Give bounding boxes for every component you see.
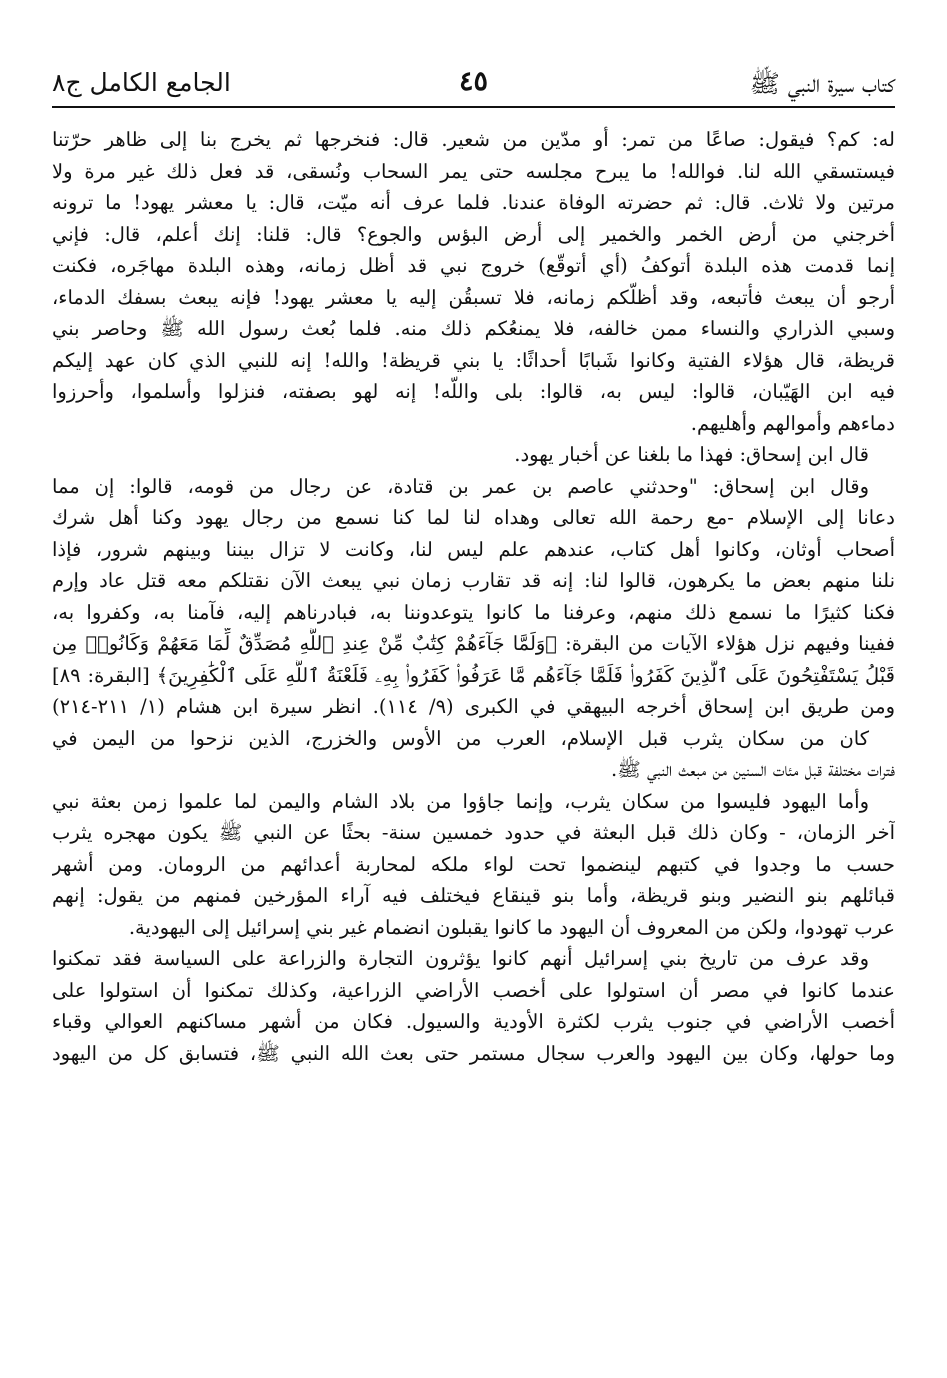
text-line: ومن طريق ابن إسحاق أخرجه البيهقي في الكبرى (٩/ ١١٤). انظر سيرة ابن هشام (١/ ٢١١-٢١٤) — [52, 695, 895, 718]
text-line: له: كم؟ فيقول: صاعًا من تمر: أو مدّين من شعير. قال: فنخرجها ثم يخرج بنا إلى ظاهر حرّتنا — [52, 128, 895, 151]
text-line: وما حولها، وكان بين اليهود والعرب سجال مستمر حتى بعث الله النبي ﷺ، فتسابق كل من اليهود — [52, 1041, 895, 1065]
text-line: مرتين ولا ثلاث. قال: ثم حضرته الوفاة عندنا. فلما عرف أنه ميّت، قال: يا معشر يهود! ما ترونه — [52, 191, 895, 214]
text-line: قال ابن إسحاق: فهذا ما بلغنا عن أخبار يهود. — [514, 443, 869, 466]
text-line: قَبْلُ يَسْتَفْتِحُونَ عَلَى ٱلَّذِينَ كَفَرُوا۟ فَلَمَّا جَآءَهُم مَّا عَرَفُوا۟ كَفَرُوا۟ بِهِۦ فَلَعْنَةُ ٱللَّهِ عَلَى ٱلْكَٰفِرِينَ﴾ [البقرة: ٨٩] — [52, 663, 895, 687]
text-line: دعانا إلى الإسلام -مع رحمة الله تعالى وهداه لنا لما كنا نسمع من رجال يهود وكنا أهل شرك — [52, 506, 895, 529]
text-line: وسبي الذراري والنساء ممن خالفه، فلا يمنعُكم ذلك منه. فلما بُعث رسول الله ﷺ وحاصر بني — [52, 317, 895, 340]
text-line: قبائلهم بنو النضير وبنو قريظة، وأما بنو قينقاع فيختلف فيه آراء المؤرخين فمنهم من يقول: إنهم — [52, 884, 895, 907]
text-line: آخر الزمان، - وكان ذلك قبل البعثة في حدود خمسين سنة- بحثًا عن النبي ﷺ يكون مهجره يثرب — [52, 821, 895, 844]
text-line: حسب ما وجدوا في كتبهم لينضموا تحت لواء ملكه لمحاربة أعدائهم من الرومان. ومن أشهر — [52, 852, 895, 876]
text-line: وقد عرف من تاريخ بني إسرائيل أنهم كانوا يؤثرون التجارة والزراعة على السياسة فقد تمكنوا — [52, 947, 869, 970]
page-header — [52, 64, 895, 104]
text-line: فكنا كثيرًا ما نسمع ذلك منهم، وعرفنا ما كانوا يتوعدوننا به، فبادرناهم إليه، فآمنا به، وكفروا به، — [52, 600, 895, 624]
page-body-text — [52, 124, 895, 1069]
page-number: ٤٥ — [458, 66, 489, 97]
book-title: كتاب سيرة النبي ﷺ — [749, 69, 895, 98]
text-line: نلنا منهم بعض ما يكرهون، قالوا لنا: إنه قد تقارب زمان نبي يبعث الآن نقتلكم معه قتل عاد وإرم — [52, 569, 895, 592]
header-rule — [52, 106, 895, 108]
text-line: أخرجني من أرض الخمر والخمير إلى أرض البؤس والجوع؟ قال: قلنا: إنك أعلم، قال: فإني — [52, 222, 895, 246]
text-line: قريظة، قال هؤلاء الفتية وكانوا شَبابًا أحداثًا: يا بني قريظة! والله! إنه للنبي الذي كان عهد إليكم — [52, 348, 895, 372]
text-line: إنما قدمت هذه البلدة أتوكفُ (أي أتوقّع) خروج نبي قد أظل زمانه، وهذه البلدة مهاجَره، فكنت — [52, 254, 895, 277]
text-line: فترات مختلفة قبل مئات السنين من مبعث النبي ﷺ. — [611, 758, 895, 781]
text-line: كان من سكان يثرب قبل الإسلام، العرب من الأوس والخزرج، الذين نزحوا من اليمن في — [52, 726, 869, 750]
volume-label: الجامع الكامل ج٨ — [52, 68, 231, 97]
text-line: أرجو أن يبعث فأتبعه، وقد أظلّكم زمانه، فلا تسبقُن إليه يا معشر يهود! فإنه يبعث بسفك الدماء، — [52, 285, 895, 309]
text-line: عرب تهودوا، ولكن من المعروف أن اليهود ما كانوا يقبلون انضمام غير بني إسرائيل إلى اليهودية. — [128, 915, 895, 939]
text-line: أخصب الأراضي في جنوب يثرب لكثرة الأودية والسيول. فكان من أشهر مساكنهم العوالي وقباء — [52, 1010, 895, 1033]
text-line: وقال ابن إسحاق: "وحدثني عاصم بن عمر بن قتادة، عن رجال من قومه، قالوا: إن مما — [52, 474, 869, 498]
text-line: أصحاب أوثان، وكانوا أهل كتاب، عندهم علم ليس لنا، وكانت لا تزال بيننا وبينهم شرور، فإذا — [52, 537, 895, 561]
text-line: فيستسقي الله لنا. فوالله! ما يبرح مجلسه حتى يمر السحاب ونُسقى، قد فعل ذلك غير مرة ولا — [52, 159, 895, 183]
text-line: ففينا وفيهم نزل هؤلاء الآيات من البقرة: ﴿وَلَمَّا جَآءَهُمْ كِتَٰبٌ مِّنْ عِندِ ٱللَّهِ مُصَدِّقٌ لِّمَا مَعَهُمْ وَكَانُوا۟ مِن — [52, 632, 895, 655]
text-line: فيه ابن الهَيّبان، قالوا: ليس به، قالوا: بلى واللّه! إنه لهو بصفته، فنزلوا وأسلموا، وأحرزوا — [52, 380, 895, 403]
text-line: عندما كانوا في مصر أن استولوا على أخصب الأراضي الزراعية، وكذلك تمكنوا أن استولوا على — [52, 978, 895, 1002]
text-line: دماءهم وأموالهم وأهليهم. — [690, 411, 895, 435]
text-line: وأما اليهود فليسوا من سكان يثرب، وإنما جاؤوا من بلاد الشام واليمن لما علموا زمن بعثة نبي — [52, 789, 869, 813]
